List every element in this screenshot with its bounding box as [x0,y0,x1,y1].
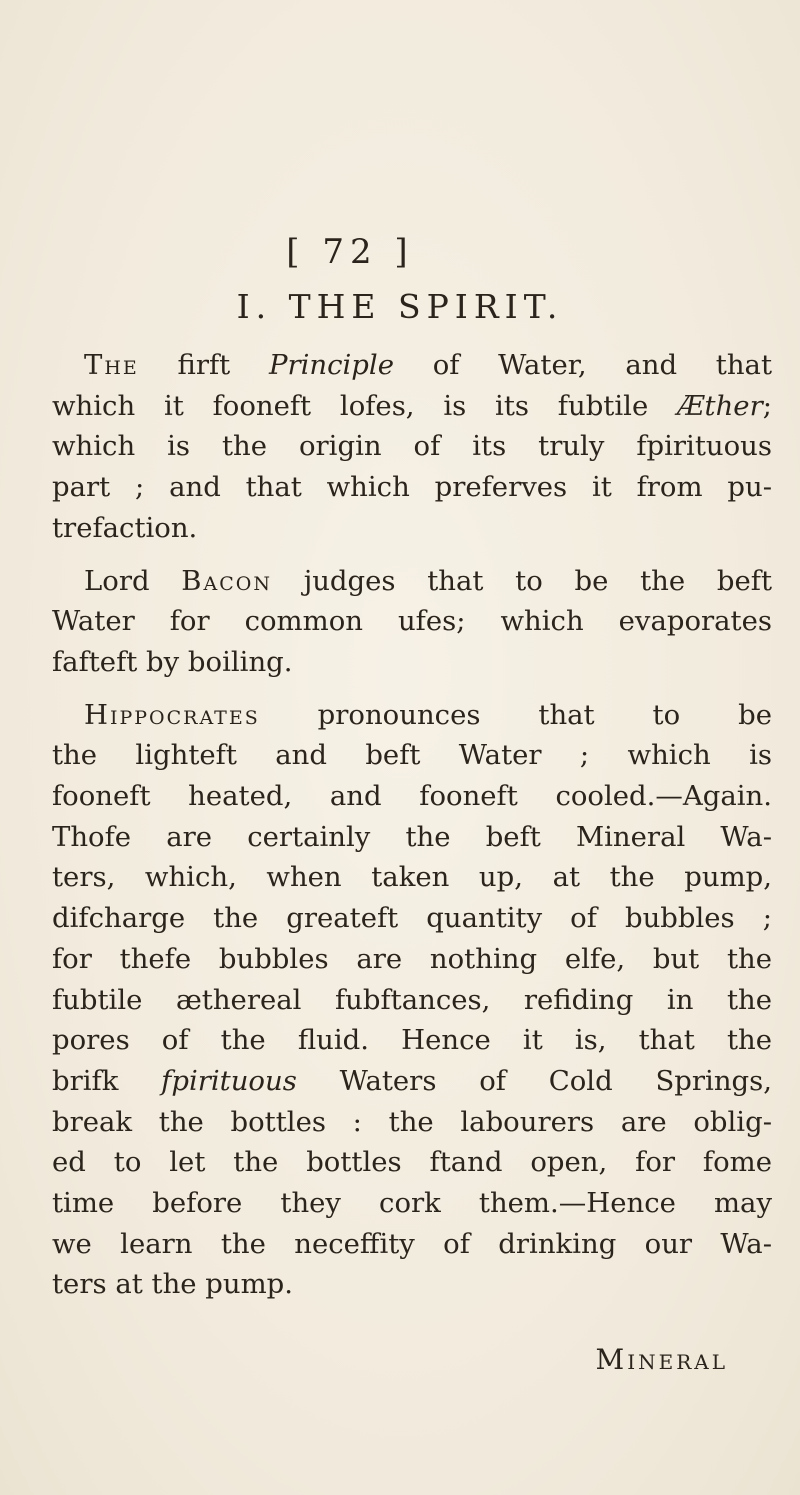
text-line: trefaction. [52,511,198,544]
paragraph [52,561,772,683]
text-line: ters at the pump. [52,1268,294,1301]
catchword: Mineral [595,1343,728,1376]
paragraph [52,345,772,549]
text-line: fubtile æthereal fubftances, refiding in the [52,983,772,1016]
body-text [52,345,772,1305]
text-line: break the bottles : the labourers are oblig- [52,1105,772,1138]
text-line: which is the origin of its truly fpirituous [52,430,772,463]
text-line: Lord Bacon judges that to be the beft [84,564,772,597]
text-line: Water for common ufes; which evaporates [52,605,772,638]
text-line: Hippocrates pronounces that to be [84,698,772,731]
text-line: ters, which, when taken up, at the pump, [52,861,772,894]
paragraph [52,695,772,1306]
text-line: Thofe are certainly the beft Mineral Wa- [52,820,772,853]
section-heading: I. THE SPIRIT. [236,287,564,326]
text-line: for thefe bubbles are nothing elfe, but the [52,942,772,975]
text-line: time before they cork them.—Hence may [52,1187,772,1220]
text-line: part ; and that which preferves it from pu- [52,471,772,504]
text-line: pores of the fluid. Hence it is, that the [52,1024,772,1057]
text-line: we learn the neceffity of drinking our Wa- [52,1227,772,1260]
page-number: [ 72 ] [286,232,414,272]
text-line: brifk fpirituous Waters of Cold Springs, [52,1064,772,1097]
text-line: the lighteft and beft Water ; which is [52,739,772,772]
text-line: fooneft heated, and fooneft cooled.—Again. [52,780,772,813]
text-line: which it fooneft lofes, is its fubtile Æther; [52,389,772,422]
text-line: ed to let the bottles ftand open, for fome [52,1146,772,1179]
text-line: difcharge the greateft quantity of bubbles ; [52,902,772,935]
text-line: The firft Principle of Water, and that [84,349,772,381]
text-line: fafteft by boiling. [52,645,293,678]
